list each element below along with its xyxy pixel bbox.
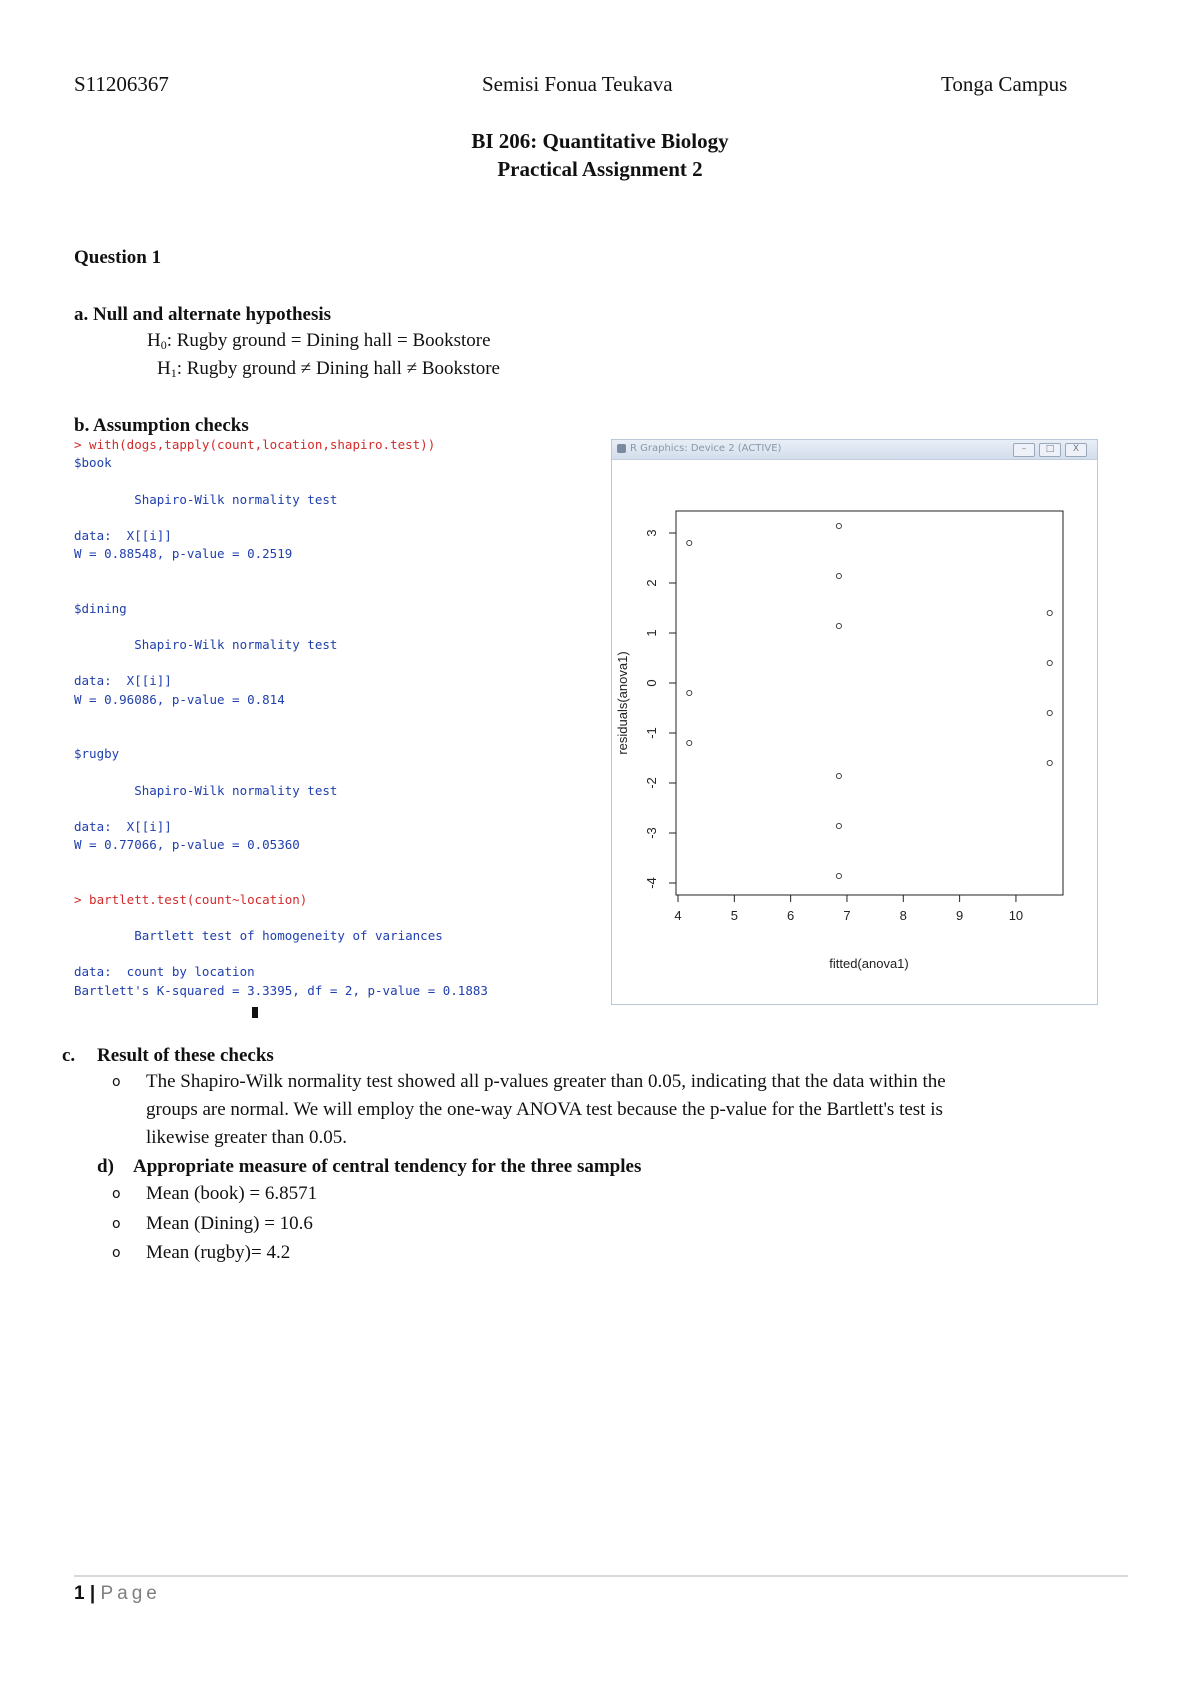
x-tick-label: 10: [1008, 908, 1024, 923]
bullet-c: o: [112, 1074, 121, 1090]
console-output-line: [74, 909, 544, 927]
text-cursor: [252, 1007, 258, 1018]
y-tick-label: 3: [644, 529, 659, 537]
x-tick-label: 4: [674, 908, 682, 923]
console-output-line: data: X[[i]]: [74, 673, 172, 689]
console-output-line: [74, 854, 544, 872]
console-output-line: [74, 618, 544, 636]
y-axis-label: residuals(anova1): [615, 651, 630, 755]
console-output-line: [74, 800, 544, 818]
plot-frame: [676, 511, 1063, 895]
console-output-line: data: X[[i]]: [74, 527, 172, 543]
x-tick-label: 7: [843, 908, 851, 923]
x-tick-label: 5: [730, 908, 738, 923]
page-footer: [74, 1583, 161, 1605]
r-graphics-window: [611, 439, 1098, 1005]
console-output-line: [74, 582, 544, 600]
student-name: Semisi Fonua Teukava: [482, 72, 673, 96]
console-output-line: $rugby: [74, 746, 120, 762]
footer-divider: [74, 1575, 1128, 1577]
console-output-line: W = 0.88548, p-value = 0.2519: [74, 546, 293, 562]
section-b-heading: b. Assumption checks: [74, 415, 249, 436]
section-c-label: c.: [62, 1045, 76, 1066]
console-output-line: [74, 727, 544, 745]
console-output-line: $dining: [74, 600, 127, 616]
data-point: [836, 823, 841, 828]
section-c-heading: Result of these checks: [97, 1045, 274, 1066]
h0-subscript: 0: [160, 338, 167, 352]
h1-text: : Rugby ground ≠ Dining hall ≠ Bookstore: [176, 358, 500, 379]
y-tick-label: -3: [644, 827, 659, 839]
console-output-line: [74, 763, 544, 781]
console-output-line: data: count by location: [74, 964, 255, 980]
bullet-d-2: o: [112, 1216, 121, 1232]
data-point: [836, 873, 841, 878]
data-point: [687, 740, 692, 745]
r-app-icon: [617, 444, 626, 453]
bullet-d-1: o: [112, 1186, 121, 1202]
course-title: BI 206: Quantitative Biology: [471, 129, 729, 153]
data-point: [1047, 710, 1052, 715]
r-window-titlebar: [612, 440, 1097, 460]
y-tick-label: 1: [644, 629, 659, 637]
console-output-line: [74, 654, 544, 672]
mean-dining: Mean (Dining) = 10.6: [146, 1213, 313, 1234]
x-tick-label: 9: [956, 908, 964, 923]
assignment-title: Practical Assignment 2: [497, 157, 703, 181]
r-window-title: R Graphics: Device 2 (ACTIVE): [630, 443, 782, 454]
console-output-line: Bartlett's K-squared = 3.3395, df = 2, p-value = 0.1883: [74, 982, 488, 998]
y-tick-label: -1: [644, 727, 659, 739]
y-tick-label: 2: [644, 579, 659, 587]
mean-book: Mean (book) = 6.8571: [146, 1183, 318, 1204]
data-point: [1047, 760, 1052, 765]
minimize-button[interactable]: –: [1013, 443, 1035, 457]
h1-symbol: H: [157, 358, 171, 379]
y-tick-label: -4: [644, 877, 659, 889]
result-line-2: groups are normal. We will employ the one-way ANOVA test because the p-value for the Bartlett's test is: [146, 1099, 943, 1120]
r-console-output: [74, 436, 544, 998]
y-tick-label: 0: [644, 679, 659, 687]
data-point: [836, 773, 841, 778]
console-output-line: data: X[[i]]: [74, 818, 172, 834]
x-tick-label: 6: [787, 908, 795, 923]
console-command-line: > bartlett.test(count~location): [74, 891, 308, 907]
console-output-line: [74, 509, 544, 527]
console-output-line: Shapiro-Wilk normality test: [74, 637, 338, 653]
alternate-hypothesis: [157, 358, 500, 381]
mean-rugby: Mean (rugby)= 4.2: [146, 1242, 291, 1263]
data-point: [836, 573, 841, 578]
x-axis-label: fitted(anova1): [829, 956, 909, 971]
h1-subscript: 1: [170, 366, 177, 380]
result-line-3: likewise greater than 0.05.: [146, 1127, 348, 1148]
question-heading: Question 1: [74, 247, 162, 268]
console-output-line: [74, 472, 544, 490]
h0-text: : Rugby ground = Dining hall = Bookstore: [166, 330, 491, 351]
campus: Tonga Campus: [941, 72, 1068, 96]
page-word: Page: [100, 1583, 161, 1604]
section-d-heading: Appropriate measure of central tendency for the three samples: [133, 1156, 642, 1177]
close-button[interactable]: X: [1065, 443, 1087, 457]
data-point: [1047, 610, 1052, 615]
student-id: S11206367: [74, 72, 169, 96]
console-output-line: $book: [74, 455, 112, 471]
bullet-d-3: o: [112, 1245, 121, 1261]
null-hypothesis: [147, 330, 491, 353]
console-output-line: [74, 709, 544, 727]
maximize-button[interactable]: □: [1039, 443, 1061, 457]
console-command-line: > with(dogs,tapply(count,location,shapiro.test)): [74, 437, 436, 452]
data-point: [687, 690, 692, 695]
data-point: [836, 523, 841, 528]
section-a-heading: a. Null and alternate hypothesis: [74, 304, 332, 325]
console-output-line: W = 0.77066, p-value = 0.05360: [74, 837, 300, 853]
data-point: [687, 540, 692, 545]
h0-symbol: H: [147, 330, 161, 351]
page-number: 1: [74, 1583, 85, 1604]
data-point: [1047, 660, 1052, 665]
console-output-line: W = 0.96086, p-value = 0.814: [74, 691, 285, 707]
console-output-line: [74, 945, 544, 963]
console-output-line: [74, 873, 544, 891]
section-d-label: d): [97, 1156, 114, 1177]
y-tick-label: -2: [644, 777, 659, 789]
data-point: [836, 623, 841, 628]
console-output-line: Shapiro-Wilk normality test: [74, 782, 338, 798]
x-tick-label: 8: [899, 908, 907, 923]
residuals-plot: [612, 460, 1097, 1004]
console-output-line: Shapiro-Wilk normality test: [74, 491, 338, 507]
console-output-line: [74, 563, 544, 581]
result-line-1: The Shapiro-Wilk normality test showed all p-values greater than 0.05, indicating that the data within the: [146, 1071, 946, 1092]
console-output-line: Bartlett test of homogeneity of variances: [74, 928, 443, 944]
footer-separator: |: [89, 1583, 96, 1604]
